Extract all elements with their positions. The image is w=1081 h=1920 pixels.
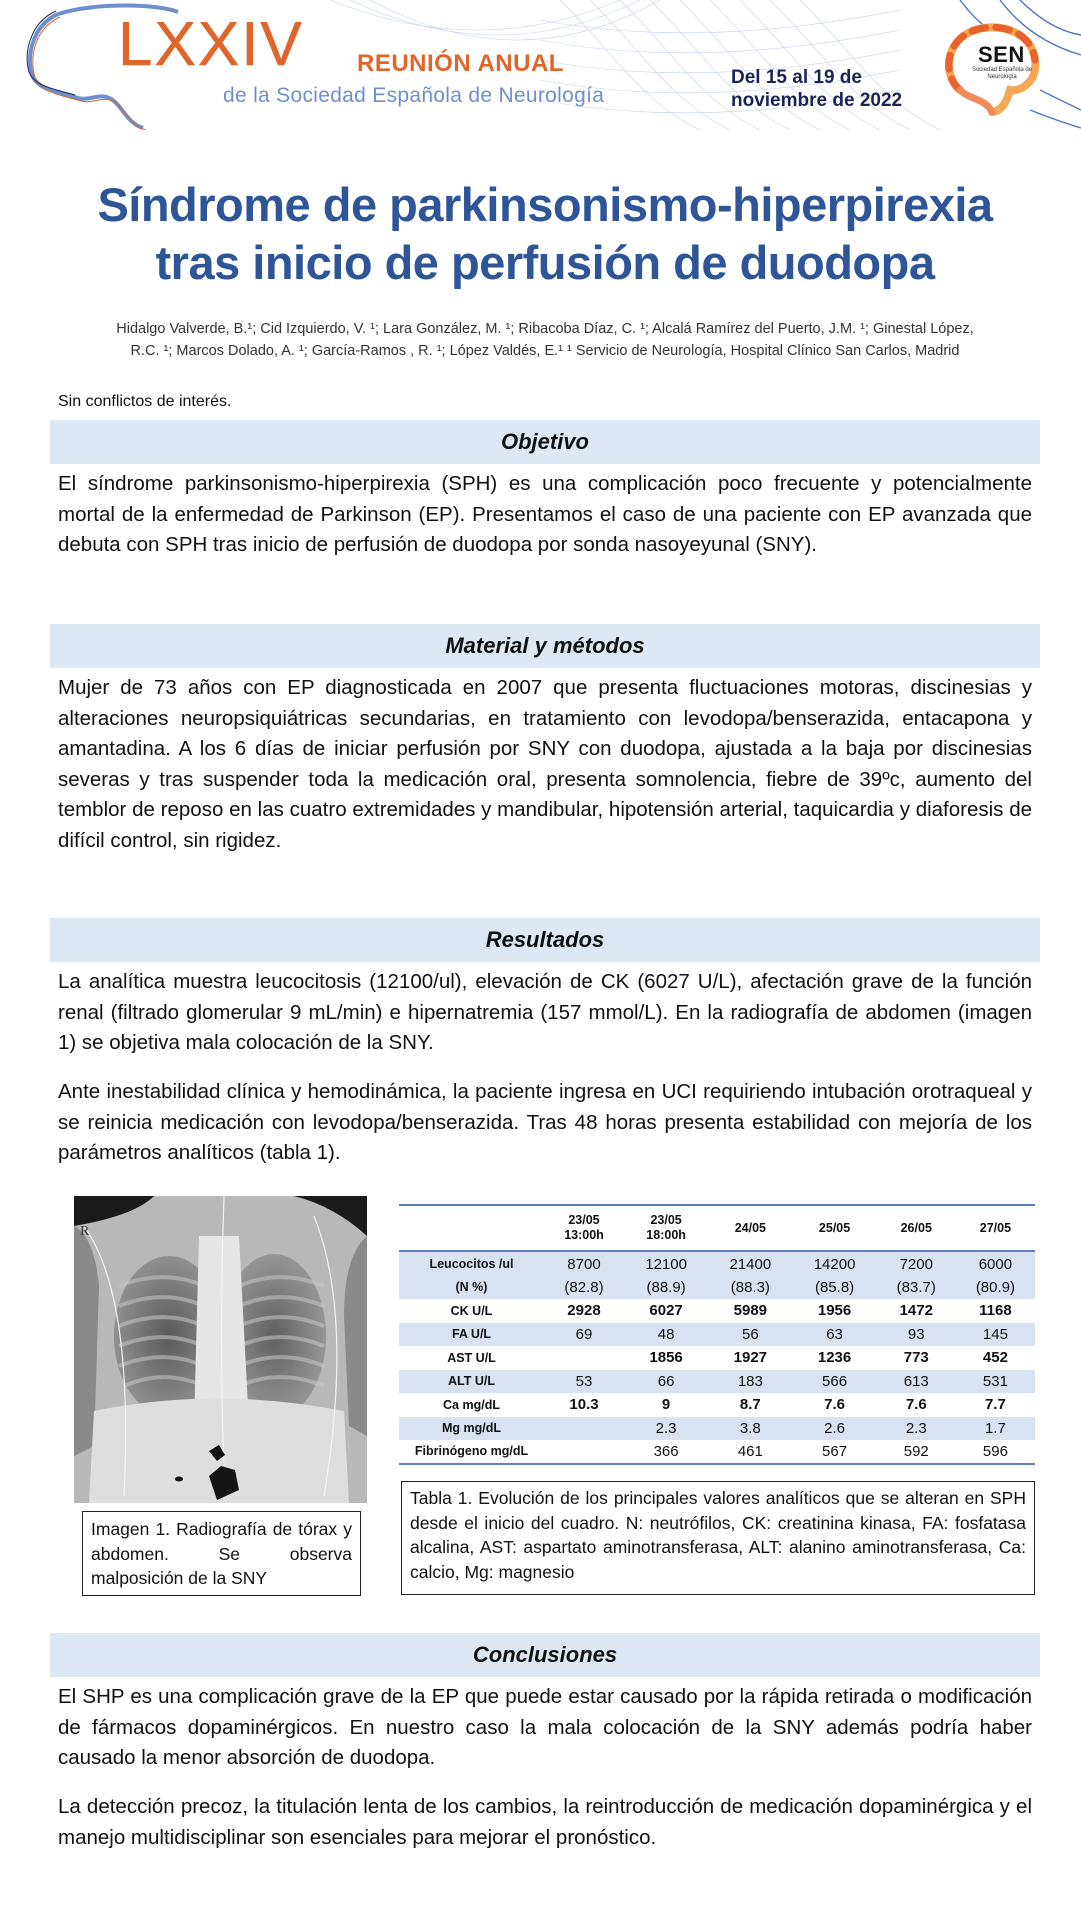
table-cell <box>544 1346 624 1370</box>
author-list <box>50 318 1040 362</box>
column-header: 26/05 <box>877 1205 956 1251</box>
column-header: 23/05 18:00h <box>624 1205 708 1251</box>
image-caption: Imagen 1. Radiografía de tórax y abdomen. Se observa malposición de la SNY <box>82 1511 361 1596</box>
table-row-ca <box>399 1393 1035 1417</box>
authors-line-1: Hidalgo Valverde, B.¹; Cid Izquierdo, V. ¹; Lara González, M. ¹; Ribacoba Díaz, C. ¹; Alcalá Ramírez del Puerto, J.M. ¹; Ginestal López, <box>116 321 974 337</box>
conference-dates <box>731 66 902 112</box>
table-cell: 1927 <box>733 1349 768 1367</box>
table-cell: 69 <box>575 1325 593 1343</box>
conclusiones-text-1: El SHP es una complicación grave de la EP que puede estar causado por la rápida retirada o modificación de fármacos dopaminérgicos. En nuestro caso la mala colocación de la SNY además podría haber causado la menor absorción de duodopa. <box>58 1685 1032 1769</box>
radiograph-side-marker: R <box>80 1224 90 1239</box>
table-row-ck <box>399 1299 1035 1323</box>
table-cell: 14200 (85.8) <box>813 1255 856 1296</box>
table-cell: 12100 (88.9) <box>645 1255 687 1296</box>
sen-logo-subtext: Sociedad Española de Neurología <box>971 67 1033 80</box>
conclusiones-text-2: La detección precoz, la titulación lenta de los cambios, la reintroducción de medicación dopaminérgica y el manejo multidisciplinar son esenciales para mejorar el pronóstico. <box>58 1795 1032 1849</box>
table-cell: 6027 <box>649 1302 683 1320</box>
table-cell <box>544 1440 624 1464</box>
table-row-mg <box>399 1417 1035 1441</box>
table-cell: 613 <box>903 1372 929 1390</box>
table-cell: 53 <box>575 1372 593 1390</box>
conflict-of-interest-statement: Sin conflictos de interés. <box>58 393 232 410</box>
table-cell: 2.3 <box>655 1419 677 1437</box>
table-cell: 2.3 <box>905 1419 927 1437</box>
table-cell <box>544 1417 624 1441</box>
table-cell: 1856 <box>649 1349 683 1367</box>
lab-values-table <box>399 1204 1035 1465</box>
table-cell: 366 <box>653 1442 679 1460</box>
table-cell: 8.7 <box>739 1396 761 1414</box>
table-cell: 7200 (83.7) <box>896 1255 936 1296</box>
table-cell: 183 <box>737 1372 763 1390</box>
column-header: 27/05 <box>956 1205 1035 1251</box>
table-cell: 1956 <box>817 1302 852 1320</box>
table-row-fibrinogeno <box>399 1440 1035 1464</box>
table-cell: 56 <box>741 1325 759 1343</box>
table-corner-cell <box>399 1205 544 1251</box>
table-cell: 1168 <box>979 1302 1012 1320</box>
table-cell: 566 <box>822 1372 848 1390</box>
table-caption: Tabla 1. Evolución de los principales valores analíticos que se alteran en SPH desde el inicio del cuadro. N: neutrófilos, CK: creatinina kinasa, FA: fosfatasa alcalina, AST: aspartato aminotransferasa, ALT: alanino aminotransferasa, Ca: calcio, Mg: magnesio <box>401 1481 1035 1595</box>
authors-line-2: R.C. ¹; Marcos Dolado, A. ¹; García-Ramos , R. ¹; López Valdés, E.¹ ¹ Servicio de Neurología, Hospital Clínico San Carlos, Madrid <box>130 343 960 359</box>
row-label: Leucocitos /ul (N %) <box>429 1256 514 1294</box>
table-cell: 145 <box>982 1325 1008 1343</box>
table-cell: 8700 (82.8) <box>564 1255 604 1296</box>
society-name: de la Sociedad Española de Neurología <box>223 84 605 107</box>
table-cell: 63 <box>826 1325 843 1343</box>
chest-abdomen-radiograph <box>74 1196 367 1503</box>
table-row-alt <box>399 1370 1035 1394</box>
table-cell: 21400 (88.3) <box>729 1255 772 1296</box>
row-label: Fibrinógeno mg/dL <box>414 1444 529 1459</box>
table-cell: 7.6 <box>824 1396 845 1414</box>
title-line-1: Síndrome de parkinsonismo-hiperpirexia <box>97 178 993 231</box>
table-cell: 7.6 <box>905 1396 927 1414</box>
title-line-2: tras inicio de perfusión de duodopa <box>155 236 935 289</box>
conference-banner <box>0 0 1081 130</box>
row-label: CK U/L <box>450 1303 493 1318</box>
meeting-label: REUNIÓN ANUAL <box>357 50 564 77</box>
table-cell: 452 <box>982 1349 1008 1367</box>
table-cell: 1.7 <box>984 1419 1006 1437</box>
table-cell: 3.8 <box>739 1419 761 1437</box>
column-header: 23/05 13:00h <box>544 1205 624 1251</box>
section-header-metodos: Material y métodos <box>50 624 1040 668</box>
sen-logo-text: SEN <box>978 42 1025 67</box>
row-label: Ca mg/dL <box>443 1397 500 1412</box>
dates-line-2: noviembre de 2022 <box>731 90 903 111</box>
table-cell: 7.7 <box>984 1396 1006 1414</box>
row-label: Mg mg/dL <box>441 1421 501 1436</box>
table-cell: 596 <box>982 1442 1008 1460</box>
table-cell: 2928 <box>567 1302 601 1320</box>
edition-numeral: LXXIV <box>118 10 304 79</box>
table-row-leucocitos <box>399 1251 1035 1299</box>
table-header-row <box>399 1205 1035 1251</box>
table-cell: 773 <box>903 1349 929 1367</box>
table-cell: 567 <box>822 1442 848 1460</box>
radiograph-image <box>74 1196 367 1503</box>
metodos-text: Mujer de 73 años con EP diagnosticada en 2007 que presenta fluctuaciones motoras, discinesias y alteraciones neuropsiquiátricas secundarias, en tratamiento con levodopa/benserazida, entacapona y amantadina. A los 6 días de iniciar perfusión por SNY con duodopa, ajustada a la baja por discinesias severas y tras suspender toda la medicación oral, presenta somnolencia, fiebre de 39ºc, aumento del temblor de reposo en las cuatro extremidades y mandibular, hipotensión arterial, taquicardia y diaforesis de difícil control, sin rigidez. <box>58 676 1032 852</box>
section-header-resultados: Resultados <box>50 918 1040 962</box>
row-label: FA U/L <box>451 1327 492 1342</box>
column-header: 25/05 <box>792 1205 876 1251</box>
section-header-objetivo: Objetivo <box>50 420 1040 464</box>
column-header: 24/05 <box>708 1205 792 1251</box>
table-cell: 6000 (80.9) <box>975 1255 1015 1296</box>
table-cell: 461 <box>737 1442 763 1460</box>
section-header-conclusiones: Conclusiones <box>50 1633 1040 1677</box>
table-cell: 9 <box>661 1396 671 1414</box>
row-label: AST U/L <box>447 1350 496 1365</box>
table-cell: 592 <box>903 1442 929 1460</box>
poster-title <box>40 176 1050 292</box>
table-cell: 5989 <box>733 1302 768 1320</box>
table-cell: 2.6 <box>824 1419 845 1437</box>
table-cell: 1236 <box>817 1349 852 1367</box>
table-cell: 93 <box>907 1325 925 1343</box>
dates-line-1: Del 15 al 19 de <box>731 67 862 88</box>
row-label: ALT U/L <box>448 1374 495 1389</box>
table-cell: 1472 <box>899 1302 933 1320</box>
resultados-text-1: La analítica muestra leucocitosis (12100/ul), elevación de CK (6027 U/L), afectación grave de la función renal (filtrado glomerular 9 mL/min) e hipernatremia (157 mmol/L). En la radiografía de abdomen (imagen 1) se objetiva mala colocación de la SNY. <box>58 970 1032 1054</box>
table-cell: 10.3 <box>569 1396 599 1414</box>
table-cell: 66 <box>657 1372 675 1390</box>
table-row-fa <box>399 1323 1035 1347</box>
table-cell: 48 <box>657 1325 675 1343</box>
table-cell: 531 <box>982 1372 1008 1390</box>
objetivo-text: El síndrome parkinsonismo-hiperpirexia (SPH) es una complicación poco frecuente y potencialmente mortal de la enfermedad de Parkinson (EP). Presentamos el caso de una paciente con EP avanzada que debuta con SPH tras inicio de perfusión de duodopa por sonda nasoyeyunal (SNY). <box>58 472 1032 556</box>
table-row-ast <box>399 1346 1035 1370</box>
resultados-text-2: Ante inestabilidad clínica y hemodinámica, la paciente ingresa en UCI requiriendo intubación orotraqueal y se reinicia medicación con levodopa/benserazida. Tras 48 horas presenta estabilidad con mejoría de los parámetros analíticos (tabla 1). <box>58 1080 1032 1164</box>
